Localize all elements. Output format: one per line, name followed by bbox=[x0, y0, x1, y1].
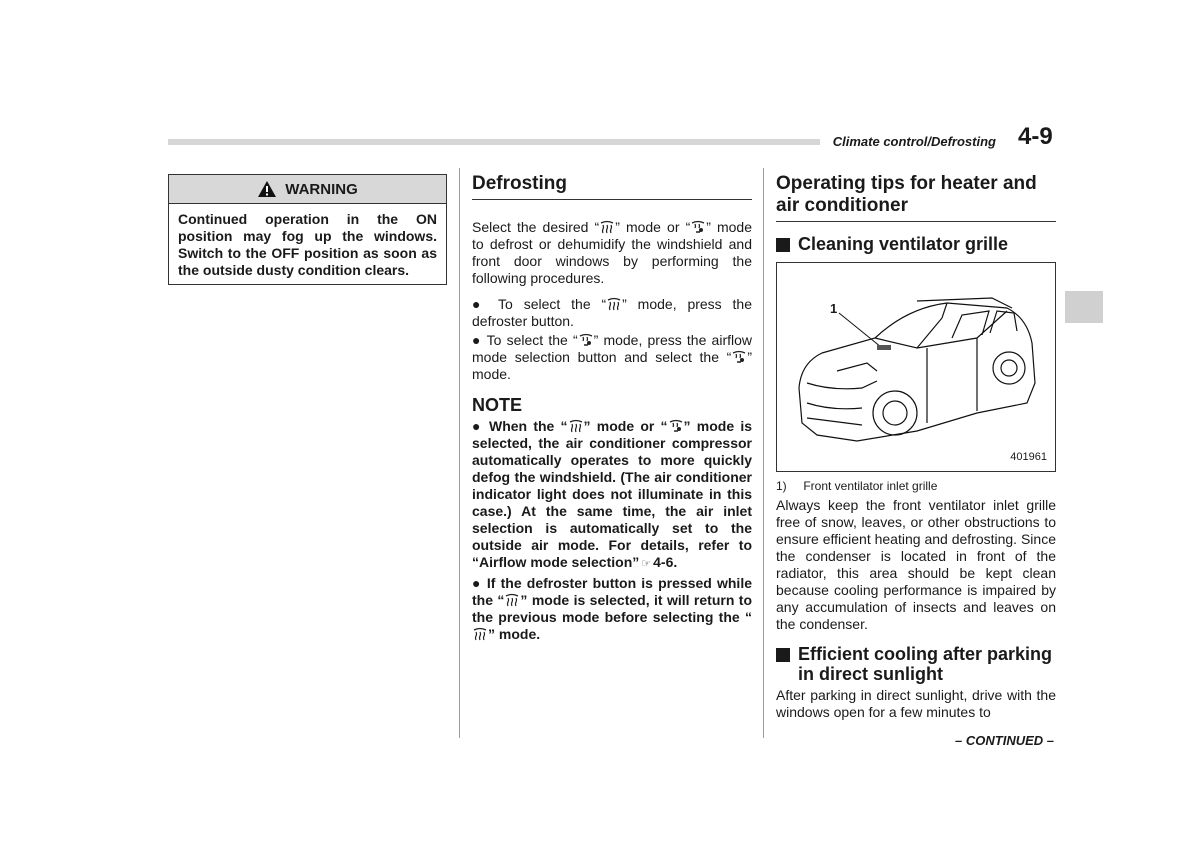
defrosting-intro: Select the desired “ ” mode or “ ” mode to defrost or dehumidify the windshield and front door windows by performing the following procedures. bbox=[472, 219, 752, 286]
figure-callout: 1 bbox=[830, 301, 838, 316]
caption-text: Front ventilator inlet grille bbox=[803, 479, 938, 493]
column-divider bbox=[763, 168, 764, 738]
defrost-foot-icon bbox=[578, 333, 594, 347]
section-square-icon bbox=[776, 238, 790, 252]
efficient-cooling-heading bbox=[776, 644, 1056, 684]
operating-tips-section bbox=[776, 173, 1056, 721]
warning-header bbox=[169, 175, 446, 204]
defrost-icon bbox=[606, 297, 622, 311]
note-item-1: ● When the “ ” mode or “ ” mode is selected, the air conditioner compressor automatically operates to more quickly defog the windshield. (The air conditioner indicator light does not illuminate in this case.) At the same time, the air inlet selection is automatically set to the outside air mode. For details, refer to “Airflow mode selection” ☞ 4-6. bbox=[472, 418, 752, 570]
defrost-foot-icon bbox=[668, 419, 684, 433]
operating-tips-title: Operating tips for heater and air conditioner bbox=[776, 173, 1056, 222]
caption-number: 1) bbox=[776, 479, 787, 493]
car-illustration bbox=[777, 263, 1055, 471]
note-item-2: ● If the defroster button is pressed while the “ ” mode is selected, it will return to the previous mode before selecting the “” mode. bbox=[472, 575, 753, 642]
note-title: NOTE bbox=[472, 395, 523, 415]
section-square-icon bbox=[776, 648, 790, 662]
defrosting-section bbox=[472, 173, 752, 643]
reference-arrow-icon: ☞ bbox=[641, 558, 652, 570]
efficient-cooling-body: After parking in direct sunlight, drive with the windows open for a few minutes to bbox=[776, 687, 1056, 720]
car-figure bbox=[776, 262, 1056, 472]
efficient-cooling-title: Efficient cooling after parking in direct sunlight bbox=[798, 644, 1053, 684]
defrost-foot-icon bbox=[731, 350, 747, 364]
defrost-icon bbox=[504, 593, 520, 607]
warning-title: WARNING bbox=[285, 180, 358, 198]
cleaning-grille-heading bbox=[776, 234, 1056, 254]
defrost-icon bbox=[568, 419, 584, 433]
defrost-icon bbox=[599, 220, 615, 234]
defrosting-title: Defrosting bbox=[472, 173, 752, 200]
page-number: 4-9 bbox=[1018, 123, 1053, 150]
column-divider bbox=[459, 168, 460, 738]
defrost-icon bbox=[472, 627, 488, 641]
header-bar bbox=[168, 139, 820, 145]
warning-triangle-icon bbox=[257, 180, 277, 198]
bullet-defrost-mode: ● To select the “ ” mode, press the defroster button. bbox=[472, 296, 753, 329]
warning-text: Continued operation in the ON position may fog up the windows. Switch to the OFF position as soon as the outside dusty condition clears. bbox=[178, 211, 437, 278]
defrost-foot-icon bbox=[690, 220, 706, 234]
chapter-tab bbox=[1065, 291, 1103, 323]
cleaning-grille-title: Cleaning ventilator grille bbox=[798, 234, 1009, 254]
continued-label: – CONTINUED – bbox=[955, 733, 1054, 748]
figure-caption bbox=[776, 478, 1056, 494]
section-title: Climate control/Defrosting bbox=[832, 134, 996, 149]
figure-code: 401961 bbox=[1010, 451, 1047, 463]
warning-box bbox=[168, 174, 447, 285]
bullet-defrost-foot-mode: ● To select the “ ” mode, press the airflow mode selection button and select the “ ” mode. bbox=[472, 332, 752, 382]
cleaning-grille-body: Always keep the front ventilator inlet grille free of snow, leaves, or other obstructions to ensure efficient heating and defrosting. Since the condenser is located in front of the radiator, this area should be kept clean because cooling performance is impaired by any accumulation of insects and leaves on the condenser. bbox=[776, 497, 1056, 632]
